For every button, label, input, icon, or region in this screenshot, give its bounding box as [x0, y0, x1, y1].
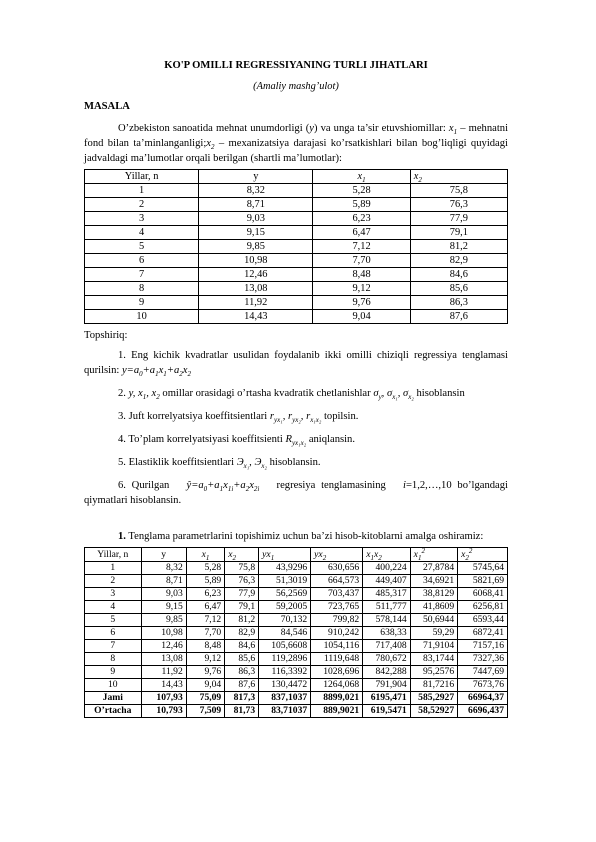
- document-subtitle: (Amaliy mashg’ulot): [253, 81, 339, 92]
- table-cell: 10: [85, 679, 142, 692]
- table-cell: 59,29: [410, 627, 457, 640]
- table-cell: 14,43: [199, 310, 313, 324]
- calc-header-year: Yillar, n: [85, 548, 142, 562]
- table-cell: 82,9: [225, 627, 259, 640]
- table-cell: 59,2005: [259, 601, 311, 614]
- calc-header-yx1: $yx_1$: [259, 548, 311, 562]
- table-cell: 43,9296: [259, 562, 311, 575]
- table-cell: 837,1037: [259, 692, 311, 705]
- table-cell: 87,6: [225, 679, 259, 692]
- table-cell: 84,6: [225, 640, 259, 653]
- table-cell: 83,1744: [410, 653, 457, 666]
- table-cell: 12,46: [199, 268, 313, 282]
- table-cell: 6068,41: [458, 588, 508, 601]
- table-cell: 7,12: [186, 614, 224, 627]
- table-cell: 1: [85, 184, 199, 198]
- table-cell: 6,23: [313, 212, 410, 226]
- summary-row: [85, 705, 508, 718]
- table-cell: 50,6944: [410, 614, 457, 627]
- table-cell: 4: [85, 226, 199, 240]
- table-cell: 84,6: [410, 268, 507, 282]
- table-cell: 842,288: [363, 666, 410, 679]
- table-cell: 8,71: [199, 198, 313, 212]
- table-cell: 3: [85, 212, 199, 226]
- table-cell: 5821,69: [458, 575, 508, 588]
- table-cell: 780,672: [363, 653, 410, 666]
- table-header-row: [85, 170, 508, 184]
- table-cell: 79,1: [225, 601, 259, 614]
- data-table: [84, 169, 508, 324]
- table-row: [85, 282, 508, 296]
- table-cell: 511,777: [363, 601, 410, 614]
- table-cell: 75,8: [225, 562, 259, 575]
- step-1-text: 1. Tenglama parametrlarini topishimiz uchun ba’zi hisob-kitoblarni amalga oshiramiz:: [118, 531, 484, 542]
- table-row: [85, 254, 508, 268]
- table-cell: 9: [85, 296, 199, 310]
- table-row: [85, 679, 508, 692]
- table-cell: 71,9104: [410, 640, 457, 653]
- table-cell: 7,509: [186, 705, 224, 718]
- table-cell: 10,98: [141, 627, 186, 640]
- table-cell: 8,48: [186, 640, 224, 653]
- calc-header-x2sq: $x_2^2$: [458, 548, 508, 562]
- table-cell: O’rtacha: [85, 705, 142, 718]
- table-cell: 9,76: [186, 666, 224, 679]
- header-year: Yillar, n: [85, 170, 199, 184]
- table-cell: 81,73: [225, 705, 259, 718]
- table-row: [85, 653, 508, 666]
- table-row: [85, 296, 508, 310]
- table-cell: 81,7216: [410, 679, 457, 692]
- table-cell: 81,2: [410, 240, 507, 254]
- table-cell: 664,573: [311, 575, 363, 588]
- table-cell: 87,6: [410, 310, 507, 324]
- table-cell: 13,08: [141, 653, 186, 666]
- table-cell: 9,15: [199, 226, 313, 240]
- document-title: KO'P OMILLI REGRESSIYANING TURLI JIHATLARI: [164, 60, 428, 71]
- table-cell: 7: [85, 640, 142, 653]
- table-cell: 9,15: [141, 601, 186, 614]
- table-cell: 13,08: [199, 282, 313, 296]
- table-cell: 38,8129: [410, 588, 457, 601]
- table-cell: 7327,36: [458, 653, 508, 666]
- table-cell: 9,04: [313, 310, 410, 324]
- table-cell: 6872,41: [458, 627, 508, 640]
- table-cell: 1264,068: [311, 679, 363, 692]
- table-cell: 85,6: [410, 282, 507, 296]
- table-cell: 6696,437: [458, 705, 508, 718]
- table-cell: 6,47: [313, 226, 410, 240]
- table-cell: 1119,648: [311, 653, 363, 666]
- table-cell: 83,71037: [259, 705, 311, 718]
- table-row: [85, 666, 508, 679]
- table-cell: 75,09: [186, 692, 224, 705]
- table-cell: 7,70: [186, 627, 224, 640]
- table-cell: 85,6: [225, 653, 259, 666]
- table-cell: 717,408: [363, 640, 410, 653]
- table-cell: 8,32: [141, 562, 186, 575]
- table-cell: 791,904: [363, 679, 410, 692]
- table-cell: 77,9: [225, 588, 259, 601]
- table-cell: 7673,76: [458, 679, 508, 692]
- calc-header-x1x2: $x_1x_2$: [363, 548, 410, 562]
- table-cell: 9,03: [141, 588, 186, 601]
- table-cell: 5745,64: [458, 562, 508, 575]
- table-cell: 79,1: [410, 226, 507, 240]
- table-cell: 7157,16: [458, 640, 508, 653]
- table-cell: 638,33: [363, 627, 410, 640]
- table-cell: 6: [85, 627, 142, 640]
- table-cell: 41,8609: [410, 601, 457, 614]
- table-cell: 5,28: [313, 184, 410, 198]
- table-row: [85, 226, 508, 240]
- table-cell: 66964,37: [458, 692, 508, 705]
- table-cell: 5,89: [313, 198, 410, 212]
- table-row: [85, 640, 508, 653]
- table-row: [85, 212, 508, 226]
- table-row: [85, 562, 508, 575]
- table-cell: 9,85: [199, 240, 313, 254]
- table-cell: 889,9021: [311, 705, 363, 718]
- table-cell: 6,47: [186, 601, 224, 614]
- table-cell: 6593,44: [458, 614, 508, 627]
- table-cell: 12,46: [141, 640, 186, 653]
- header-x1: $x_1$: [313, 170, 410, 184]
- table-cell: 11,92: [141, 666, 186, 679]
- table-cell: 6: [85, 254, 199, 268]
- calc-header-x1: $x_1$: [186, 548, 224, 562]
- table-cell: 76,3: [225, 575, 259, 588]
- table-cell: 1028,696: [311, 666, 363, 679]
- table-cell: 449,407: [363, 575, 410, 588]
- task-6: 6. Qurilgan $ŷ=a_0+a_1x_{1i}+a_2x_{2i}$ regresiya tenglamasining i=1,2,…,10 bo’lgandagi qiymatlari hisoblansin.: [84, 480, 508, 506]
- table-cell: 58,52927: [410, 705, 457, 718]
- table-cell: 1054,116: [311, 640, 363, 653]
- table-row: [85, 575, 508, 588]
- task-3: 3. Juft korrelyatsiya koeffitsientlari $r_{yx_1}$, $r_{yx_2}$, $r_{x_1x_2}$ topilsin.: [118, 411, 359, 425]
- table-cell: 7,70: [313, 254, 410, 268]
- table-cell: 619,5471: [363, 705, 410, 718]
- table-cell: 10,793: [141, 705, 186, 718]
- table-cell: 5: [85, 614, 142, 627]
- table-cell: 3: [85, 588, 142, 601]
- table-cell: 910,242: [311, 627, 363, 640]
- table-cell: 8,71: [141, 575, 186, 588]
- table-cell: 81,2: [225, 614, 259, 627]
- table-cell: 585,2927: [410, 692, 457, 705]
- table-row: [85, 268, 508, 282]
- table-cell: 9,04: [186, 679, 224, 692]
- calc-header-yx2: $yx_2$: [311, 548, 363, 562]
- table-cell: 2: [85, 575, 142, 588]
- header-y: y: [199, 170, 313, 184]
- table-cell: 485,317: [363, 588, 410, 601]
- table-cell: 107,93: [141, 692, 186, 705]
- table-cell: 70,132: [259, 614, 311, 627]
- table-cell: 82,9: [410, 254, 507, 268]
- table-cell: 14,43: [141, 679, 186, 692]
- table-cell: 116,3392: [259, 666, 311, 679]
- document-page: [84, 52, 508, 718]
- table-cell: 7: [85, 268, 199, 282]
- section-heading: MASALA: [84, 101, 130, 112]
- table-cell: 9,12: [186, 653, 224, 666]
- table-cell: 9,12: [313, 282, 410, 296]
- table-cell: 8: [85, 282, 199, 296]
- table-cell: 77,9: [410, 212, 507, 226]
- table-cell: 4: [85, 601, 142, 614]
- table-row: [85, 310, 508, 324]
- table-row: [85, 198, 508, 212]
- table-cell: 7,12: [313, 240, 410, 254]
- table-cell: 9,85: [141, 614, 186, 627]
- table-cell: 130,4472: [259, 679, 311, 692]
- table-cell: 8,32: [199, 184, 313, 198]
- table-cell: 8: [85, 653, 142, 666]
- table-cell: 1: [85, 562, 142, 575]
- table-cell: 34,6921: [410, 575, 457, 588]
- table-cell: 86,3: [225, 666, 259, 679]
- table-row: [85, 588, 508, 601]
- table-row: [85, 240, 508, 254]
- table-cell: 10: [85, 310, 199, 324]
- task-label: Topshiriq:: [84, 330, 128, 341]
- table-cell: 51,3019: [259, 575, 311, 588]
- table-cell: 799,82: [311, 614, 363, 627]
- table-cell: 6195,471: [363, 692, 410, 705]
- header-x2: $x_2$: [410, 170, 507, 184]
- table-cell: 11,92: [199, 296, 313, 310]
- calc-header-x1sq: $x_1^2$: [410, 548, 457, 562]
- table-cell: 578,144: [363, 614, 410, 627]
- table-cell: 6256,81: [458, 601, 508, 614]
- table-cell: 9,76: [313, 296, 410, 310]
- calc-table: [84, 547, 508, 718]
- table-cell: 7447,69: [458, 666, 508, 679]
- table-cell: 5,28: [186, 562, 224, 575]
- table-cell: 817,3: [225, 692, 259, 705]
- table-cell: 95,2576: [410, 666, 457, 679]
- table-cell: 27,8784: [410, 562, 457, 575]
- calc-header-y: y: [141, 548, 186, 562]
- table-cell: 105,6608: [259, 640, 311, 653]
- calc-header-row: [85, 548, 508, 562]
- table-cell: 630,656: [311, 562, 363, 575]
- table-cell: 8899,021: [311, 692, 363, 705]
- table-row: [85, 627, 508, 640]
- table-cell: 400,224: [363, 562, 410, 575]
- task-5: 5. Elastiklik koeffitsientlari $Э_{x_1}$, $Э_{x_2}$ hisoblansin.: [118, 457, 321, 471]
- table-cell: 84,546: [259, 627, 311, 640]
- table-row: [85, 184, 508, 198]
- table-cell: Jami: [85, 692, 142, 705]
- table-cell: 5,89: [186, 575, 224, 588]
- summary-row: [85, 692, 508, 705]
- table-cell: 5: [85, 240, 199, 254]
- task-1: 1. Eng kichik kvadratlar usulidan foydalanib ikki omilli chiziqli regressiya tenglamasi qurilsin: $y=a_0+a_1x_1+a_2x_2$: [84, 350, 508, 379]
- table-cell: 56,2569: [259, 588, 311, 601]
- table-cell: 86,3: [410, 296, 507, 310]
- table-cell: 75,8: [410, 184, 507, 198]
- table-cell: 723,765: [311, 601, 363, 614]
- table-cell: 2: [85, 198, 199, 212]
- table-cell: 9: [85, 666, 142, 679]
- table-row: [85, 614, 508, 627]
- problem-statement: O’zbekiston sanoatida mehnat unumdorligi (y) va unga ta’sir etuvshiomillar: $x_1$ – mehnatni fond bilan $ta’minlanganligi;x_2$ – mexanizatsiya darajasi ko’rsatkishlari bilan bog’liqligi quyidagi jadvaldagi ma’lumotlar orqali berilgan (shartli ma’lumotlar):: [84, 123, 509, 164]
- task-2: 2. y, $x_1$, $x_2$ omillar orasidagi o’rtasha kvadratik chetlanishlar $\sigma_y$, $\sigma_{x_1}$, $\sigma_{x_2}$ hisoblansin: [118, 388, 465, 402]
- table-cell: 6,23: [186, 588, 224, 601]
- task-4: 4. To’plam korrelyatsiyasi koeffitsienti $R_{yx_1x_2}$ aniqlansin.: [118, 434, 356, 448]
- table-cell: 703,437: [311, 588, 363, 601]
- calc-header-x2: $x_2$: [225, 548, 259, 562]
- table-row: [85, 601, 508, 614]
- table-cell: 119,2896: [259, 653, 311, 666]
- table-cell: 9,03: [199, 212, 313, 226]
- table-cell: 8,48: [313, 268, 410, 282]
- table-cell: 76,3: [410, 198, 507, 212]
- table-cell: 10,98: [199, 254, 313, 268]
